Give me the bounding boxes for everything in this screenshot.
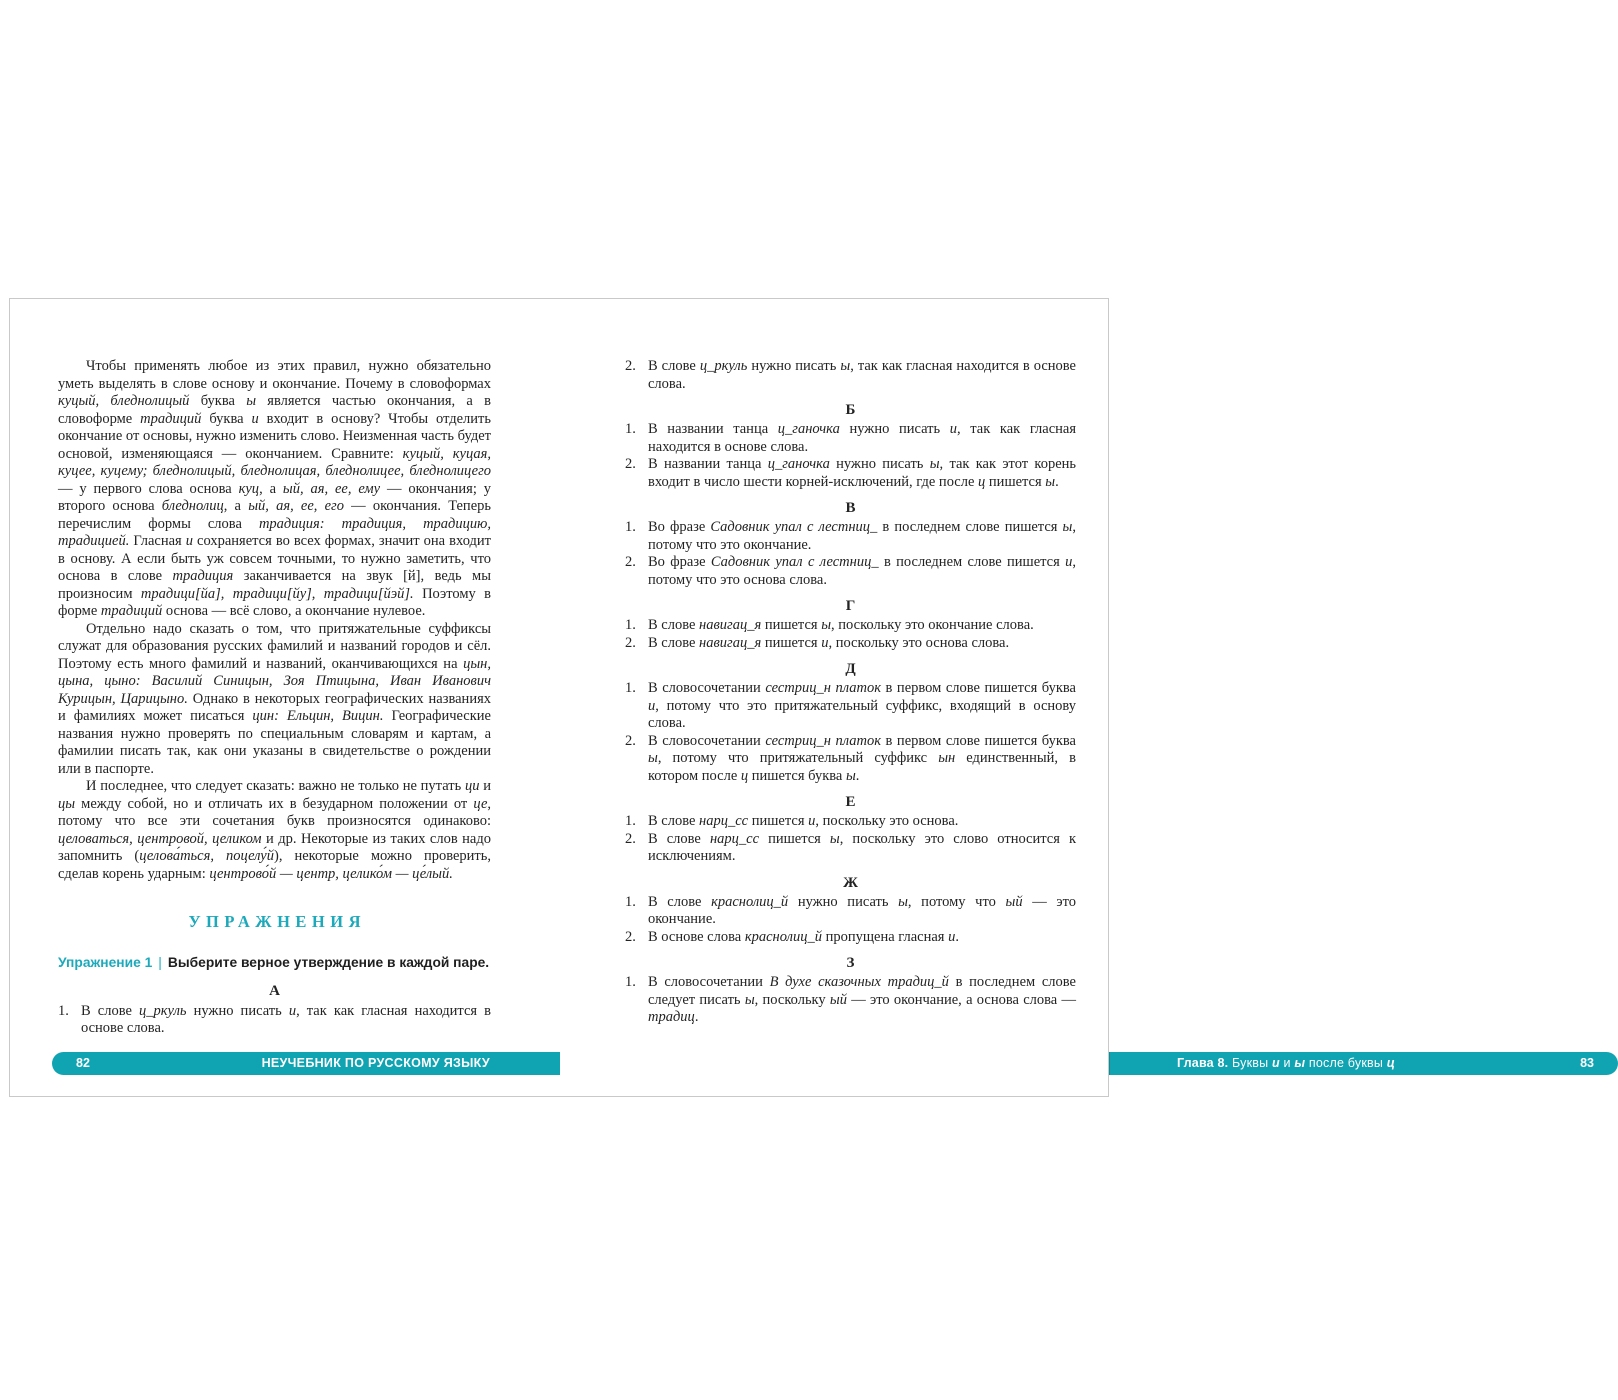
section-z <box>625 956 1076 1027</box>
exercise-item <box>625 519 1076 554</box>
section-v <box>625 501 1076 589</box>
section-letter: Д <box>845 661 856 677</box>
book-title: НЕУЧЕБНИК ПО РУССКОМУ ЯЗЫКУ <box>261 1056 490 1070</box>
exercises-heading: УПРАЖНЕНИЯ <box>188 912 367 931</box>
exercise-item <box>625 894 1076 929</box>
item-number: 2. <box>625 456 636 472</box>
paragraph: И последнее, что следует сказать: важно не только не путать ци и цы между собой, но и отличать их в безударном положении от це, потому что все эти сочетания букв произносятся одинаково: целоваться, центровой, целиком и др. Некоторые из таких слов надо запомнить (целова́ться, поцелу́й), некоторые можно проверить, сделав корень ударным: центрово́й — центр, целико́м — це́лый. <box>58 778 491 882</box>
section-letter: Ж <box>843 874 858 891</box>
exercise-item <box>625 456 1076 491</box>
exercise-item <box>625 554 1076 589</box>
item-number: 1. <box>625 813 636 829</box>
item-number: 2. <box>625 830 636 847</box>
section-d <box>625 662 1076 785</box>
exercise-item <box>625 813 1076 831</box>
item-number: 1. <box>58 1002 69 1019</box>
book-spread <box>9 298 1594 1097</box>
section-zh <box>625 876 1076 947</box>
item-number: 2. <box>625 928 636 945</box>
exercise-item <box>625 974 1076 1027</box>
item-number: 1. <box>625 617 636 633</box>
exercise-item <box>625 635 1076 653</box>
exercise-item <box>625 421 1076 456</box>
item-text: В названии танца ц_ганочка нужно писать ы, так как этот корень входит в число шести корней-исключений, где после ц пишется ы. <box>648 456 1076 490</box>
chapter-title: Глава 8. Буквы и и ы после буквы ц <box>1177 1056 1395 1070</box>
item-number: 2. <box>625 554 636 570</box>
item-text: В слове ц_ркуль нужно писать ы, так как гласная находится в основе слова. <box>648 358 1076 392</box>
item-text: В основе слова краснолиц_й пропущена гласная и. <box>648 928 959 945</box>
item-text: В названии танца ц_ганочка нужно писать и, так как гласная находится в основе слова. <box>648 421 1077 455</box>
exercise-item <box>625 617 1076 635</box>
item-number: 1. <box>625 421 636 437</box>
exercise-item <box>625 680 1076 733</box>
exercise-item <box>625 358 1076 393</box>
right-page <box>559 299 1594 1096</box>
item-text: В слове навигац_я пишется и, поскольку это основа слова. <box>648 634 1010 651</box>
section-letter: Б <box>845 402 856 418</box>
exercise-separator: | <box>158 954 162 970</box>
exercise-item <box>625 831 1076 866</box>
item-number: 1. <box>625 680 636 696</box>
item-text: В словосочетании В духе сказочных традиц_й в последнем слове следует писать ы, поскольку ый — это окончание, а основа слова — традиц. <box>648 974 1076 1025</box>
page-number-left: 82 <box>76 1056 90 1070</box>
section-g <box>625 599 1076 652</box>
section-a <box>58 984 491 1038</box>
paragraph: Отдельно надо сказать о том, что притяжательные суффиксы служат для образования русских фамилий и названий городов и сёл. Поэтому есть много фамилий и названий, оканчивающихся на цын, цына, цыно: Василий Синицын, Зоя Птицына, Иван Иванович Курицын, Царицыно. Однако в некоторых географических названиях и фамилиях может писаться цин: Ельцин, Вицин. Географические названия нужно проверять по специальным словарям и картам, а фамилии писать так, как они указаны в свидетельстве о рождении или в паспорте. <box>58 620 492 777</box>
item-number: 1. <box>625 974 636 990</box>
section-letter: Г <box>845 598 856 614</box>
footer-bar-left <box>52 1052 560 1075</box>
item-text: В словосочетании сестриц_н платок в первом слове пишется буква ы, потому что притяжательный суффикс ын единственный, в котором после ц пишется буква ы. <box>648 732 1076 784</box>
item-number: 2. <box>625 732 636 749</box>
page-number-right: 83 <box>1580 1056 1594 1070</box>
item-text: В слове нарц_сс пишется и, поскольку это основа. <box>648 813 959 829</box>
item-number: 1. <box>625 519 636 535</box>
footer-bar-right <box>1109 1052 1618 1075</box>
section-e <box>625 795 1076 866</box>
left-page <box>10 299 559 1096</box>
item-text: В словосочетании сестриц_н платок в первом слове пишется буква и, потому что это притяжательный суффикс, входящий в основу слова. <box>648 680 1076 731</box>
section-b <box>625 403 1076 491</box>
item-number: 2. <box>625 634 636 651</box>
item-text: Во фразе Садовник упал с лестниц_ в последнем слове пишется и, потому что это основа слова. <box>648 554 1076 588</box>
exercise-item <box>625 733 1076 786</box>
exercise-label: Упражнение 1 <box>58 954 153 970</box>
right-page-content <box>559 299 1108 1027</box>
exercise-task: Выберите верное утверждение в каждой паре. <box>167 954 490 970</box>
section-letter: Е <box>845 794 856 810</box>
item-text: В слове ц_ркуль нужно писать и, так как гласная находится в основе слова. <box>81 1002 491 1036</box>
section-letter: З <box>846 955 855 971</box>
exercise-item <box>58 1003 491 1038</box>
item-text: В слове нарц_сс пишется ы, поскольку это слово относится к исключениям. <box>648 830 1076 864</box>
paragraph: Чтобы применять любое из этих правил, нужно обязательно уметь выделять в слове основу и окончание. Почему в словоформах куцый, бледнолицый буква ы является частью окончания, а в словоформе традиций буква и входит в основу? Чтобы отделить окончание от основы, нужно изменить слово. Неизменная часть будет основой, изменяющаяся — окончанием. Сравните: куцый, куцая, куцее, куцему; бледнолицый, бледнолицая, бледнолицее, бледнолицего — у первого слова основа куц, а ый, ая, ее, ему — окончания; у второго основа бледнолиц, а ый, ая, ее, его — окончания. Теперь перечислим формы слова традиция: традиция, традицию, традицией. Гласная и сохраняется во всех формах, значит она входит в основу. А если быть уж совсем точными, то нужно заметить, что основа в слове традиция заканчивается на звук [й], ведь мы произносим традици[йа], традици[йу], традици[йэй]. Поэтому в форме традиций основа — всё слово, а окончание нулевое. <box>58 358 492 619</box>
item-text: Во фразе Садовник упал с лестниц_ в последнем слове пишется ы, потому что это окончание. <box>648 519 1076 553</box>
exercise-item <box>625 929 1076 947</box>
item-text: В слове навигац_я пишется ы, поскольку это окончание слова. <box>648 617 1034 633</box>
exercise-title <box>58 954 491 971</box>
item-number: 2. <box>625 358 636 374</box>
item-number: 1. <box>625 893 636 910</box>
item-text: В слове краснолиц_й нужно писать ы, потому что ый — это окончание. <box>648 893 1076 927</box>
section-letter: А <box>269 982 280 999</box>
left-page-content <box>10 299 559 1038</box>
section-letter: В <box>845 500 856 516</box>
